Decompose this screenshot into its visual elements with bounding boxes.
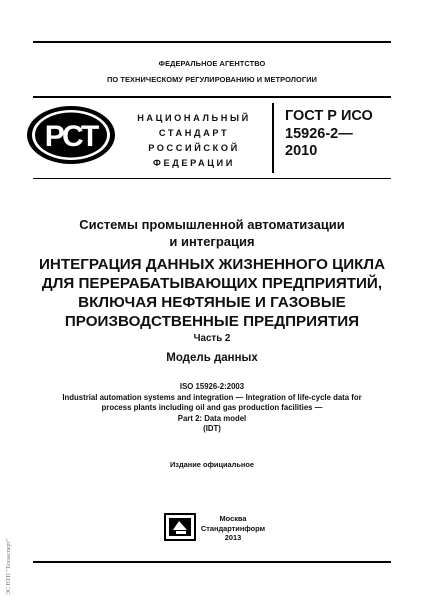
edition-note: Издание официальное <box>169 460 254 469</box>
publication-year: 2013 <box>224 533 242 542</box>
standard-designation-block <box>130 111 258 171</box>
publisher-info <box>198 514 268 543</box>
standard-line4: ФЕДЕРАЦИИ <box>153 158 235 168</box>
gost-code <box>285 108 395 161</box>
iso-line4: Part 2: Data model <box>177 413 247 423</box>
rst-logo <box>25 104 117 166</box>
main-title-line2: ДЛЯ ПЕРЕРАБАТЫВАЮЩИХ ПРЕДПРИЯТИЙ, <box>41 275 383 292</box>
iso-line3: process plants including oil and gas production facilities — <box>101 403 323 412</box>
block-bottom-rule <box>33 178 391 179</box>
gost-code-line3: 2010 <box>285 143 318 159</box>
main-title-line1: ИНТЕГРАЦИЯ ДАННЫХ ЖИЗНЕННОГО ЦИКЛА <box>38 256 386 273</box>
agency-name-line1: ФЕДЕРАЛЬНОЕ АГЕНТСТВО <box>158 59 266 68</box>
bottom-rule <box>33 561 391 563</box>
part-title: Модель данных <box>166 352 258 364</box>
iso-line2: Industrial automation systems and integration — Integration of life-cycle data for <box>62 392 362 402</box>
publisher-city: Москва <box>219 514 247 523</box>
subtitle-line1: Системы промышленной автоматизации <box>79 217 345 232</box>
iso-line5: (IDT) <box>203 424 221 433</box>
top-rule <box>33 41 391 43</box>
main-title-line3: ВКЛЮЧАЯ НЕФТЯНЫЕ И ГАЗОВЫЕ <box>78 294 346 311</box>
rst-logo-text: РСТ <box>44 120 98 153</box>
standard-line2: СТАНДАРТ <box>158 128 230 138</box>
iso-line1: ISO 15926-2:2003 <box>179 382 245 391</box>
header-rule <box>33 96 391 98</box>
main-title-line4: ПРОИЗВОДСТВЕННЫЕ ПРЕДПРИЯТИЯ <box>64 313 360 330</box>
document-title <box>0 216 424 331</box>
subtitle-line2: и интеграция <box>169 234 255 249</box>
vertical-divider <box>272 103 274 173</box>
standard-line1: НАЦИОНАЛЬНЫЙ <box>137 113 251 123</box>
iso-reference <box>0 382 424 435</box>
publisher-logo <box>163 512 197 542</box>
part-number: Часть 2 <box>193 333 231 344</box>
agency-name-line2: ПО ТЕХНИЧЕСКОМУ РЕГУЛИРОВАНИЮ И МЕТРОЛОГИИ <box>106 75 318 84</box>
publisher-logo-icon <box>163 512 197 542</box>
gost-code-line1: ГОСТ Р ИСО <box>285 108 373 124</box>
side-watermark: ЭС НТП "Техэксперт" <box>6 538 12 595</box>
rst-logo-icon <box>25 104 117 166</box>
standard-line3: РОССИЙСКОЙ <box>148 143 240 153</box>
publisher-name: Стандартинформ <box>200 523 266 533</box>
gost-code-line2: 15926-2— <box>285 125 353 142</box>
